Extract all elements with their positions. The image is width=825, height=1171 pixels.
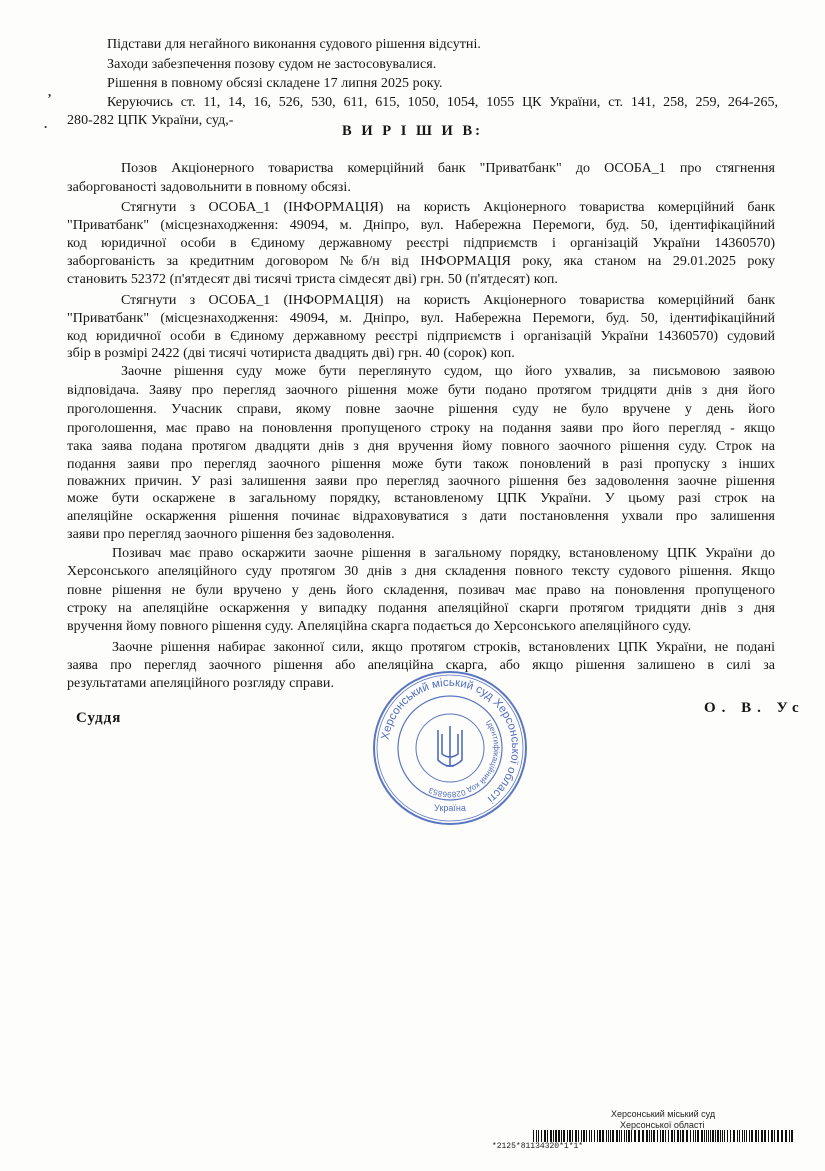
barcode-bar: [722, 1130, 723, 1142]
barcode-bar: [567, 1130, 568, 1142]
barcode-bar: [660, 1130, 661, 1142]
barcode-bar: [686, 1130, 688, 1142]
barcode-bar: [651, 1130, 652, 1142]
barcode-bar: [751, 1130, 753, 1142]
paragraph-line: Заочне рішення суду може бути переглянуто судом, що його ухвалив, за письмовою заявою: [121, 364, 775, 379]
barcode-bar: [558, 1130, 560, 1142]
barcode-bar: [581, 1130, 582, 1142]
paragraph-line: повне рішення не були вручено у день його складення, позивач має право на поновлення пропущеного: [67, 583, 775, 598]
barcode-bar: [646, 1130, 648, 1142]
barcode-bar: [612, 1130, 614, 1142]
barcode-bar: [536, 1130, 537, 1142]
barcode-bar: [544, 1130, 546, 1142]
barcode-bar: [649, 1130, 650, 1142]
barcode-bar: [674, 1130, 675, 1142]
barcode-bar: [599, 1130, 601, 1142]
barcode-bar: [621, 1130, 622, 1142]
barcode-bar: [602, 1130, 604, 1142]
paragraph-line: заяви про перегляд заочного рішення без задоволення.: [67, 527, 395, 542]
barcode-caption: *2125*81134320*1*1*: [491, 1142, 584, 1151]
barcode-bar: [583, 1130, 585, 1142]
paragraph-line: відповідача. Заяву про перегляд заочного рішення може бути подано протягом тридцяти днів з дня його: [67, 383, 775, 398]
barcode-bar: [730, 1130, 731, 1142]
barcode-bar: [697, 1130, 699, 1142]
barcode-bar: [739, 1130, 740, 1142]
barcode-bar: [555, 1130, 557, 1142]
paragraph-line: Стягнути з ОСОБА_1 (ІНФОРМАЦІЯ) на користь Акціонерного товариства комерційний банк: [121, 200, 775, 215]
margin-mark: ,: [48, 84, 52, 99]
barcode-bar: [774, 1130, 775, 1142]
barcode-bar: [550, 1130, 552, 1142]
barcode-bar: [710, 1130, 711, 1142]
barcode-bar: [662, 1130, 664, 1142]
document-barcode: [533, 1130, 795, 1142]
barcode-bar: [597, 1130, 598, 1142]
barcode-bar: [626, 1130, 627, 1142]
barcode-bar: [715, 1130, 716, 1142]
barcode-bar: [553, 1130, 554, 1142]
barcode-bar: [742, 1130, 743, 1142]
barcode-bar: [785, 1130, 787, 1142]
barcode-bar: [624, 1130, 625, 1142]
barcode-bar: [610, 1130, 611, 1142]
barcode-bar: [657, 1130, 658, 1142]
barcode-bar: [608, 1130, 609, 1142]
paragraph-line: результатами апеляційного розгляду справи.: [67, 676, 334, 691]
barcode-bar: [591, 1130, 592, 1142]
barcode-bar: [668, 1130, 669, 1142]
barcode-bar: [724, 1130, 725, 1142]
footer-court-line1: Херсонський міський суд: [611, 1109, 716, 1119]
barcode-bar: [642, 1130, 644, 1142]
barcode-bar: [594, 1130, 595, 1142]
barcode-bar: [606, 1130, 607, 1142]
paragraph-line: заява про перегляд заочного рішення або апеляційна скарга, або якщо рішення залишено в силі за: [67, 658, 775, 673]
paragraph-line: така заява подана протягом двадцяти днів з дня вручення йому повного заочного рішення суду. Строк на: [67, 439, 775, 454]
barcode-bar: [706, 1130, 707, 1142]
barcode-bar: [586, 1130, 587, 1142]
barcode-bar: [690, 1130, 691, 1142]
barcode-bar: [701, 1130, 703, 1142]
barcode-bar: [771, 1130, 773, 1142]
paragraph-line: строку на апеляційне оскарження у випадку подання апеляційної скарги протягом тридцяти днів з дня: [67, 601, 775, 616]
stamp-outer-text: Херсонський міський суд Херсонської області: [379, 676, 522, 805]
barcode-bar: [695, 1130, 696, 1142]
barcode-bar: [653, 1130, 655, 1142]
barcode-bar: [616, 1130, 618, 1142]
barcode-bar: [538, 1130, 539, 1142]
decision-heading: В И Р І Ш И В:: [342, 123, 483, 139]
barcode-bar: [737, 1130, 738, 1142]
barcode-bar: [561, 1130, 562, 1142]
paragraph-line: Заочне рішення набирає законної сили, якщо протягом строків, встановлених ЦПК України, не подані: [112, 640, 775, 655]
barcode-bar: [665, 1130, 666, 1142]
barcode-bar: [563, 1130, 565, 1142]
paragraph-line: Стягнути з ОСОБА_1 (ІНФОРМАЦІЯ) на користь Акціонерного товариства комерційний банк: [121, 293, 775, 308]
barcode-bar: [717, 1130, 719, 1142]
barcode-bar: [755, 1130, 757, 1142]
intro-line: Підстави для негайного виконання судового рішення відсутні.: [107, 37, 481, 52]
court-seal-stamp: [370, 668, 530, 828]
barcode-bar: [634, 1130, 636, 1142]
barcode-bar: [693, 1130, 694, 1142]
judge-name: О. В. Ус: [704, 700, 805, 716]
paragraph-line: збір в розмірі 2422 (дві тисячі чотириста двадцять дві) грн. 40 (сорок) коп.: [67, 346, 515, 361]
barcode-bar: [781, 1130, 783, 1142]
barcode-bar: [631, 1130, 632, 1142]
barcode-bar: [749, 1130, 750, 1142]
paragraph-line: подання заяви про перегляд заочного рішення може бути також поновлений в разі пропуску з інших: [67, 457, 775, 472]
barcode-bar: [628, 1130, 630, 1142]
coat-of-arms-icon: [438, 726, 462, 766]
paragraph-line: становить 52372 (п'ятдесят дві тисячі триста сімдесят дві) грн. 50 (п'ятдесят) коп.: [67, 272, 558, 287]
intro-line: Заходи забезпечення позову судом не застосовувалися.: [107, 57, 437, 72]
barcode-bar: [569, 1130, 571, 1142]
barcode-bar: [578, 1130, 579, 1142]
barcode-bar: [638, 1130, 640, 1142]
barcode-bar: [791, 1130, 793, 1142]
barcode-bar: [704, 1130, 705, 1142]
paragraph-line: Позов Акціонерного товариства комерційний банк "Приватбанк" до ОСОБА_1 про стягнення: [121, 161, 775, 176]
stamp-bottom-text: Україна: [434, 803, 466, 813]
intro-line: 280-282 ЦПК України, суд,-: [67, 113, 234, 128]
barcode-bar: [677, 1130, 679, 1142]
barcode-bar: [733, 1130, 735, 1142]
barcode-bar: [589, 1130, 590, 1142]
barcode-bar: [746, 1130, 747, 1142]
paragraph-line: вручення йому повного рішення суду. Апеляційна скарга подається до Херсонського апеляційного суду.: [67, 619, 692, 634]
paragraph-line: код юридичної особи в Єдиному державному реєстрі підприємств і організацій України 14360570) судовий: [67, 329, 775, 344]
paragraph-line: Позивач має право оскаржити заочне рішення в загальному порядку, встановленому ЦПК України до: [112, 546, 775, 561]
barcode-bar: [761, 1130, 763, 1142]
barcode-bar: [720, 1130, 721, 1142]
barcode-bar: [758, 1130, 759, 1142]
barcode-bar: [541, 1130, 542, 1142]
barcode-bar: [727, 1130, 728, 1142]
paragraph-line: заборгованості задовольнити в повному обсязі.: [67, 180, 351, 195]
intro-line: Рішення в повному обсязі складене 17 липня 2025 року.: [107, 76, 443, 91]
paragraph-line: "Приватбанк" (місцезнаходження: 49094, м. Дніпро, вул. Набережна Перемоги, буд. 50, ідентифікаційний: [67, 311, 775, 326]
margin-mark: .: [44, 116, 48, 131]
barcode-bar: [712, 1130, 714, 1142]
barcode-bar: [744, 1130, 745, 1142]
paragraph-line: Херсонського апеляційного суду протягом 30 днів з дня складення повного тексту судового рішення. Якщо: [67, 564, 775, 579]
paragraph-line: код юридичної особи в Єдиному державному реєстрі підприємств і організацій України 14360570): [67, 236, 775, 251]
barcode-bar: [619, 1130, 620, 1142]
barcode-bar: [764, 1130, 766, 1142]
paragraph-line: проголошення, має право на поновлення пропущеного строку на подання заяви про його перегляд - якщо: [67, 421, 775, 436]
barcode-bar: [547, 1130, 548, 1142]
barcode-bar: [708, 1130, 709, 1142]
barcode-bar: [682, 1130, 684, 1142]
paragraph-line: заборгованість за кредитним договором №б/н від ІНФОРМАЦІЯ року, яка станом на 29.01.2025 року: [67, 254, 775, 269]
stamp-inner-text: Ідентифікаційний код 02896853: [427, 718, 502, 800]
paragraph-line: може бути оскаржене в загальному порядку, встановленому ЦПК України. У цьому разі строк на: [67, 491, 775, 506]
paragraph-line: апеляційне оскарження рішення починає відраховуватися з дати постановлення ухвали про залишення: [67, 509, 775, 524]
paragraph-line: "Приватбанк" (місцезнаходження: 49094, м. Дніпро, вул. Набережна Перемоги, буд. 50, ідентифікаційний: [67, 218, 775, 233]
judge-label: Суддя: [76, 710, 122, 726]
footer-court-line2: Херсонської області: [620, 1120, 705, 1130]
barcode-bar: [533, 1130, 534, 1142]
barcode-bar: [671, 1130, 673, 1142]
barcode-bar: [680, 1130, 681, 1142]
paragraph-line: поважних причин. У разі залишення заяви про перегляд заочного рішення без задоволення заочне рішення: [67, 474, 775, 489]
barcode-bar: [768, 1130, 769, 1142]
barcode-bar: [789, 1130, 790, 1142]
paragraph-line: проголошення. Учасник справи, якому повне заочне рішення суду не було вручене у день його: [67, 402, 775, 417]
intro-line: Керуючись ст. 11, 14, 16, 526, 530, 611, 615, 1050, 1054, 1055 ЦК України, ст. 141, 258, 259, 264-265,: [107, 95, 778, 110]
barcode-bar: [575, 1130, 577, 1142]
barcode-bar: [777, 1130, 779, 1142]
barcode-bar: [572, 1130, 573, 1142]
